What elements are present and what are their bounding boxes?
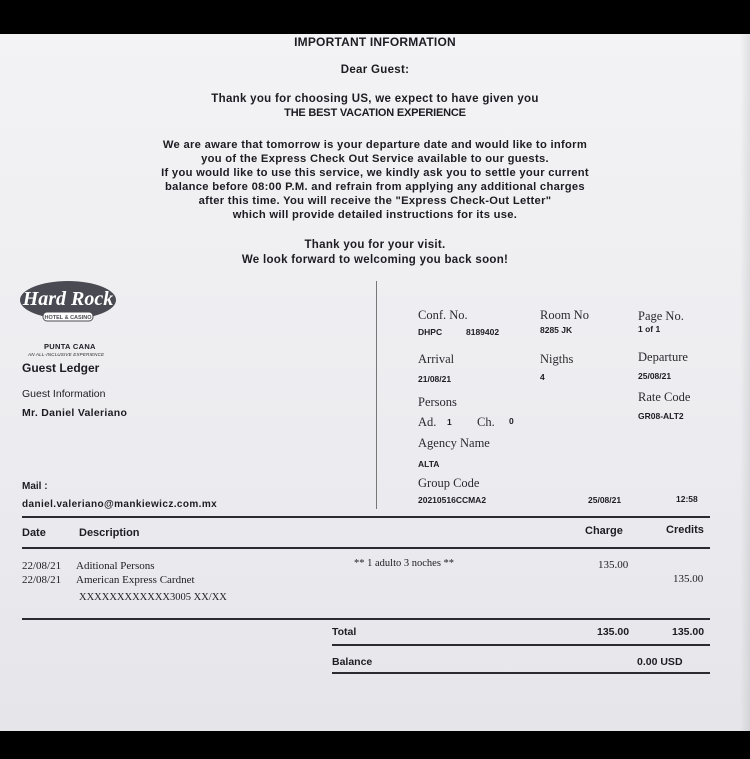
balance-label: Balance <box>332 656 373 668</box>
conf-value: 8189402 <box>466 327 500 337</box>
arrival-label: Arrival <box>418 352 455 366</box>
rate-code-value: GR08-ALT2 <box>638 411 684 421</box>
adults-label: Ad. <box>418 415 437 429</box>
mail-label: Mail : <box>22 481 48 492</box>
guest-email: daniel.valeriano@mankiewicz.com.mx <box>22 499 218 510</box>
group-code-value: 20210516CCMA2 <box>418 495 487 505</box>
agency-value: ALTA <box>418 459 440 469</box>
page-label: Page No. <box>638 309 684 323</box>
persons-label: Persons <box>418 395 457 409</box>
table-top-rule <box>22 516 710 518</box>
total-charge: 135.00 <box>597 626 630 638</box>
hard-rock-logo <box>18 278 118 326</box>
ledger-paper <box>0 34 750 731</box>
col-header-date: Date <box>22 527 46 539</box>
intro-line-2: THE BEST VACATION EXPERIENCE <box>284 107 466 119</box>
balance-rule <box>332 672 710 674</box>
adults-value: 1 <box>447 417 452 427</box>
body-line: We are aware that tomorrow is your departure date and would like to inform <box>162 139 588 151</box>
intro-line-1: Thank you for choosing US, we expect to have given you <box>211 93 539 105</box>
greeting: Dear Guest: <box>340 64 410 76</box>
col-header-charge: Charge <box>585 525 623 537</box>
body-line: balance before 08:00 P.M. and refrain from applying any additional charges <box>165 181 585 193</box>
col-header-credits: Credits <box>666 524 704 536</box>
row-1-description: Aditional Persons <box>76 560 155 572</box>
departure-label: Departure <box>638 350 688 364</box>
group-code-label: Group Code <box>418 476 480 490</box>
row-1-note: ** 1 adulto 3 noches ** <box>354 558 455 569</box>
room-value: 8285 JK <box>540 325 573 335</box>
row-2-date: 22/08/21 <box>22 574 62 586</box>
nights-value: 4 <box>540 372 545 382</box>
col-header-description: Description <box>79 527 140 539</box>
column-divider <box>376 281 377 509</box>
row-2-description: American Express Cardnet <box>76 574 195 586</box>
notice-title: IMPORTANT INFORMATION <box>294 35 456 49</box>
agency-label: Agency Name <box>418 436 490 450</box>
row-1-charge: 135.00 <box>598 559 629 571</box>
nights-label: Nigths <box>540 352 574 366</box>
total-rule <box>332 644 710 646</box>
ledger-title: Guest Ledger <box>22 361 100 375</box>
brand-tagline: AN ALL-INCLUSIVE EXPERIENCE <box>28 352 105 357</box>
room-label: Room No <box>540 308 589 322</box>
card-mask: XXXXXXXXXXXX3005 XX/XX <box>79 592 227 603</box>
closing-line: We look forward to welcoming you back soon! <box>241 254 509 266</box>
total-credit: 135.00 <box>672 626 705 638</box>
row-1-date: 22/08/21 <box>22 560 62 572</box>
balance-value: 0.00 USD <box>637 656 683 668</box>
logo-subtext: HOTEL & CASINO <box>44 315 92 321</box>
thanks-line: Thank you for your visit. <box>304 239 446 251</box>
brand-location: PUNTA CANA <box>44 342 96 351</box>
conf-label: Conf. No. <box>418 308 468 322</box>
conf-prefix: DHPC <box>418 327 443 337</box>
children-label: Ch. <box>477 415 495 429</box>
children-value: 0 <box>509 416 514 426</box>
table-bottom-rule <box>22 618 710 620</box>
body-line: after this time. You will receive the "Express Check-Out Letter" <box>198 195 552 207</box>
body-line: which will provide detailed instructions for its use. <box>232 209 518 221</box>
logo-wordmark: Hard Rock <box>22 288 114 310</box>
guest-name: Mr. Daniel Valeriano <box>22 407 128 419</box>
guest-info-label: Guest Information <box>22 388 106 400</box>
row-2-credit: 135.00 <box>673 573 704 585</box>
rate-code-label: Rate Code <box>638 390 691 404</box>
arrival-value: 21/08/21 <box>418 374 452 384</box>
departure-value: 25/08/21 <box>638 371 672 381</box>
body-line: you of the Express Check Out Service available to our guests. <box>201 153 549 165</box>
print-date: 25/08/21 <box>588 495 622 505</box>
print-time: 12:58 <box>676 494 698 504</box>
page-value: 1 of 1 <box>638 324 661 334</box>
total-label: Total <box>332 626 357 638</box>
body-line: If you would like to use this service, we kindly ask you to settle your current <box>161 167 589 179</box>
table-header-rule <box>22 547 710 549</box>
